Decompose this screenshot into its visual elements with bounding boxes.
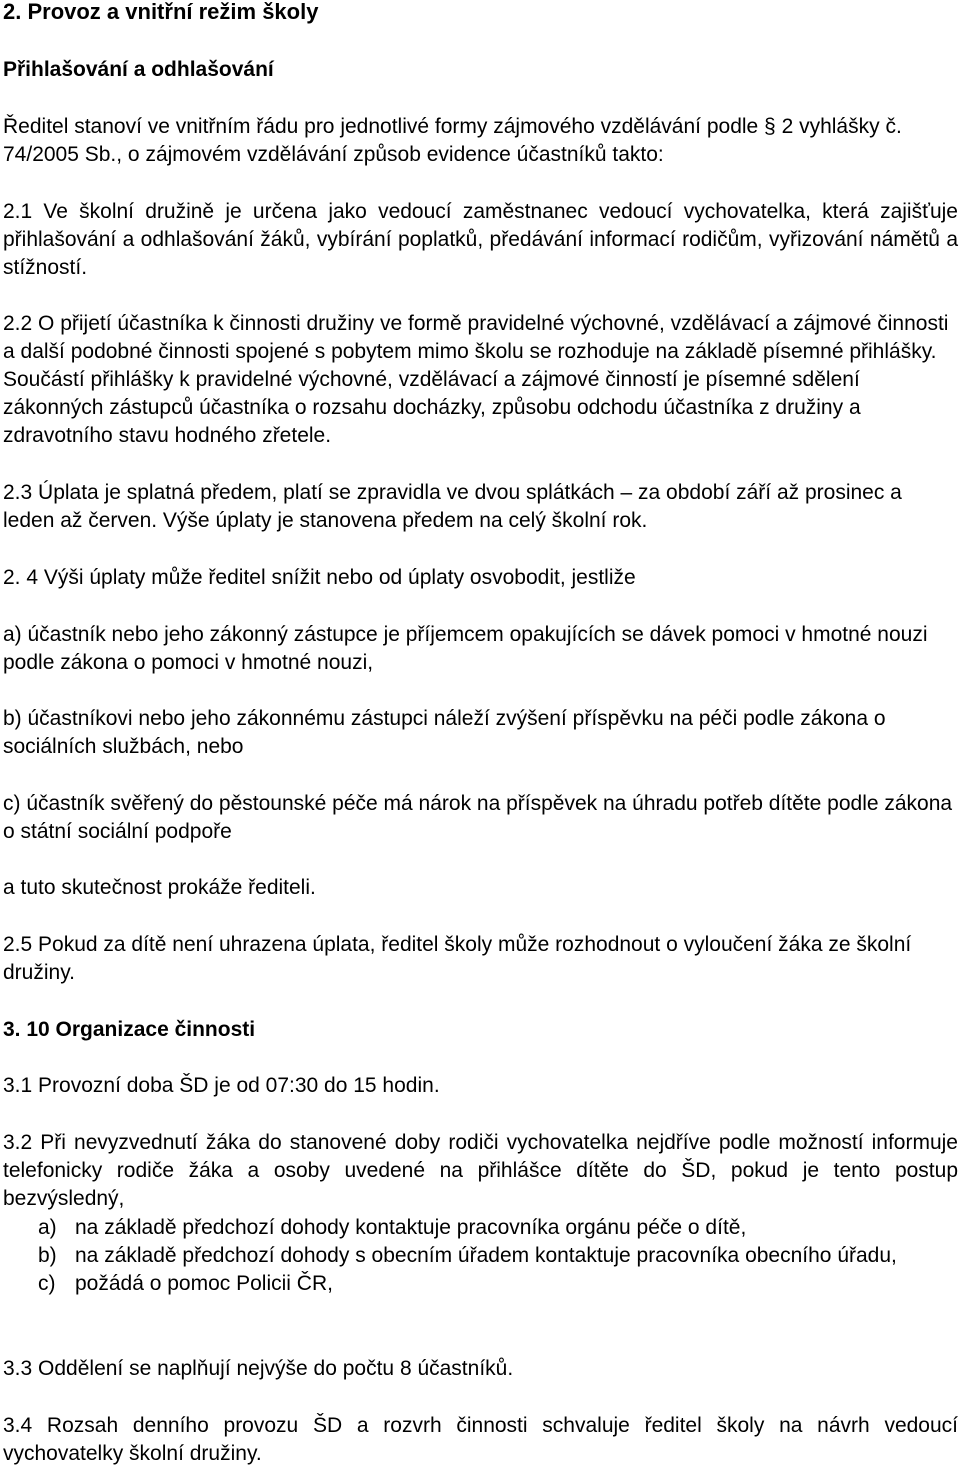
list-item (3, 1214, 958, 1242)
subsection-title: Přihlašování a odhlašování (3, 58, 274, 81)
paragraph-3-2-list (3, 1214, 958, 1298)
paragraph-2-4-b: b) účastníkovi nebo jeho zákonnému zástupci náleží zvýšení příspěvku na péči podle zákona o sociálních službách, nebo (3, 707, 886, 758)
list-item-text: požádá o pomoc Policii ČR, (75, 1272, 333, 1295)
paragraph-2-2: 2.2 O přijetí účastníka k činnosti družiny ve formě pravidelné výchovné, vzdělávací a zájmové činnosti a další podobné činnosti spojené s pobytem mimo školu se rozhoduje na základě písemné přihlášky. Součástí přihlášky k pravidelné výchovné, vzdělávací a zájmové činností je písemné sdělení zákonných zástupců účastníka o rozsahu docházky, způsobu odchodu účastníka z družiny a zdravotního stavu hodného zřetele. (3, 312, 949, 447)
list-item-marker: b) (38, 1244, 57, 1267)
paragraph-3-2: 3.2 Při nevyzvednutí žáka do stanovené doby rodiči vychovatelka nejdříve podle možností informuje telefonicky rodiče žáka a osoby uvedené na přihlášce dítěte do ŠD, pokud je tento postup bezvýsledný, (3, 1131, 958, 1210)
list-item (3, 1242, 958, 1270)
paragraph-2-4-a: a) účastník nebo jeho zákonný zástupce je příjemcem opakujících se dávek pomoci v hmotné nouzi podle zákona o pomoci v hmotné nouzi, (3, 623, 928, 674)
section-title: 2. Provoz a vnitřní režim školy (3, 0, 319, 24)
paragraph-2-4-end: a tuto skutečnost prokáže řediteli. (3, 876, 316, 899)
list-item-text: na základě předchozí dohody s obecním úřadem kontaktuje pracovníka obecního úřadu, (75, 1244, 897, 1267)
paragraph-2-4-c: c) účastník svěřený do pěstounské péče má nárok na příspěvek na úhradu potřeb dítěte podle zákona o státní sociální podpoře (3, 792, 953, 843)
paragraph-3-1: 3.1 Provozní doba ŠD je od 07:30 do 15 hodin. (3, 1074, 440, 1097)
list-item-marker: c) (38, 1272, 56, 1295)
paragraph-2-4: 2. 4 Výši úplaty může ředitel snížit nebo od úplaty osvobodit, jestliže (3, 566, 636, 589)
paragraph-3-3: 3.3 Oddělení se naplňují nejvýše do počtu 8 účastníků. (3, 1357, 514, 1380)
paragraph-2-3: 2.3 Úplata je splatná předem, platí se zpravidla ve dvou splátkách – za období září až prosinec a leden až červen. Výše úplaty je stanovena předem na celý školní rok. (3, 481, 902, 532)
intro-paragraph: Ředitel stanoví ve vnitřním řádu pro jednotlivé formy zájmového vzdělávání podle § 2 vyhlášky č. 74/2005 Sb., o zájmovém vzdělávání způsob evidence účastníků takto: (3, 115, 902, 166)
paragraph-3-4: 3.4 Rozsah denního provozu ŠD a rozvrh činnosti schvaluje ředitel školy na návrh vedoucí vychovatelky školní družiny. (3, 1414, 958, 1465)
list-item-text: na základě předchozí dohody kontaktuje pracovníka orgánu péče o dítě, (75, 1216, 747, 1239)
list-item (3, 1270, 958, 1298)
section-3-title: 3. 10 Organizace činnosti (3, 1018, 256, 1041)
paragraph-2-5: 2.5 Pokud za dítě není uhrazena úplata, ředitel školy může rozhodnout o vyloučení žáka ze školní družiny. (3, 933, 912, 984)
list-item-marker: a) (38, 1216, 57, 1239)
paragraph-2-1: 2.1 Ve školní družině je určena jako vedoucí zaměstnanec vedoucí vychovatelka, která zajišťuje přihlašování a odhlašování žáků, vybírání poplatků, předávání informací rodičům, vyřizování námětů a stížností. (3, 200, 958, 279)
